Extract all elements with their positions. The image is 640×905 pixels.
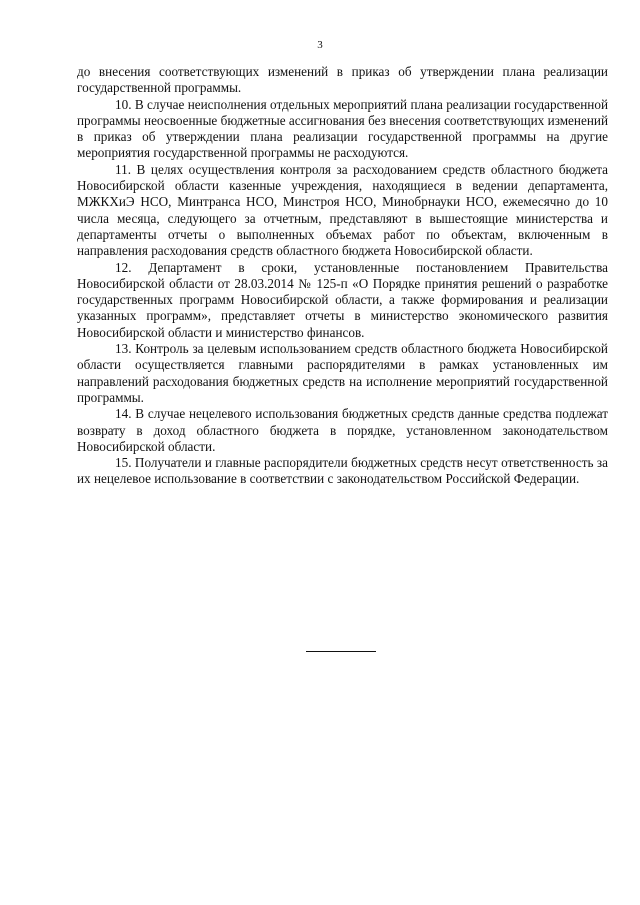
paragraph-11: 11. В целях осуществления контроля за расходованием средств областного бюджета Новосибирской области казенные учреждения, находящиеся в ведении департамента, МЖКХиЭ НСО, Минтранса НСО, Минстроя НСО, Минобрнауки НСО, ежемесячно до 10 числа месяца, следующего за отчетным, представляют в вышестоящие министерства и департаменты отчеты о выполненных объемах работ по объектам, включенным в направления расходования средств областного бюджета Новосибирской области. xyxy=(77,161,608,259)
end-of-document-rule xyxy=(306,651,376,652)
page-number: 3 xyxy=(317,39,323,51)
paragraph-10: 10. В случае неисполнения отдельных мероприятий плана реализации государственной программы неосвоенные бюджетные ассигнования без внесения соответствующих изменений в приказ об утверждении плана реализации государственной программы на другие мероприятия государственной программы не расходуются. xyxy=(77,96,608,161)
paragraph-12: 12. Департамент в сроки, установленные постановлением Правительства Новосибирской области от 28.03.2014 № 125-п «О Порядке принятия решений о разработке государственных программ Новосибирской области, а также формирования и реализации указанных программ», представляет отчеты в министерство экономического развития Новосибирской области и министерство финансов. xyxy=(77,259,608,340)
document-body xyxy=(77,64,608,488)
paragraph-13: 13. Контроль за целевым использованием средств областного бюджета Новосибирской области осуществляется главными распорядителями в рамках установленных им направлений расходования бюджетных средств на исполнение мероприятий государственной программы. xyxy=(77,341,608,405)
paragraph-14: 14. В случае нецелевого использования бюджетных средств данные средства подлежат возврату в доход областного бюджета в порядке, установленном законодательством Новосибирской области. xyxy=(77,406,608,454)
paragraph-15: 15. Получатели и главные распорядители бюджетных средств несут ответственность за их нецелевое использование в соответствии с законодательством Российской Федерации. xyxy=(77,455,608,487)
paragraph-continuation: до внесения соответствующих изменений в приказ об утверждении плана реализации государственной программы. xyxy=(77,64,608,96)
